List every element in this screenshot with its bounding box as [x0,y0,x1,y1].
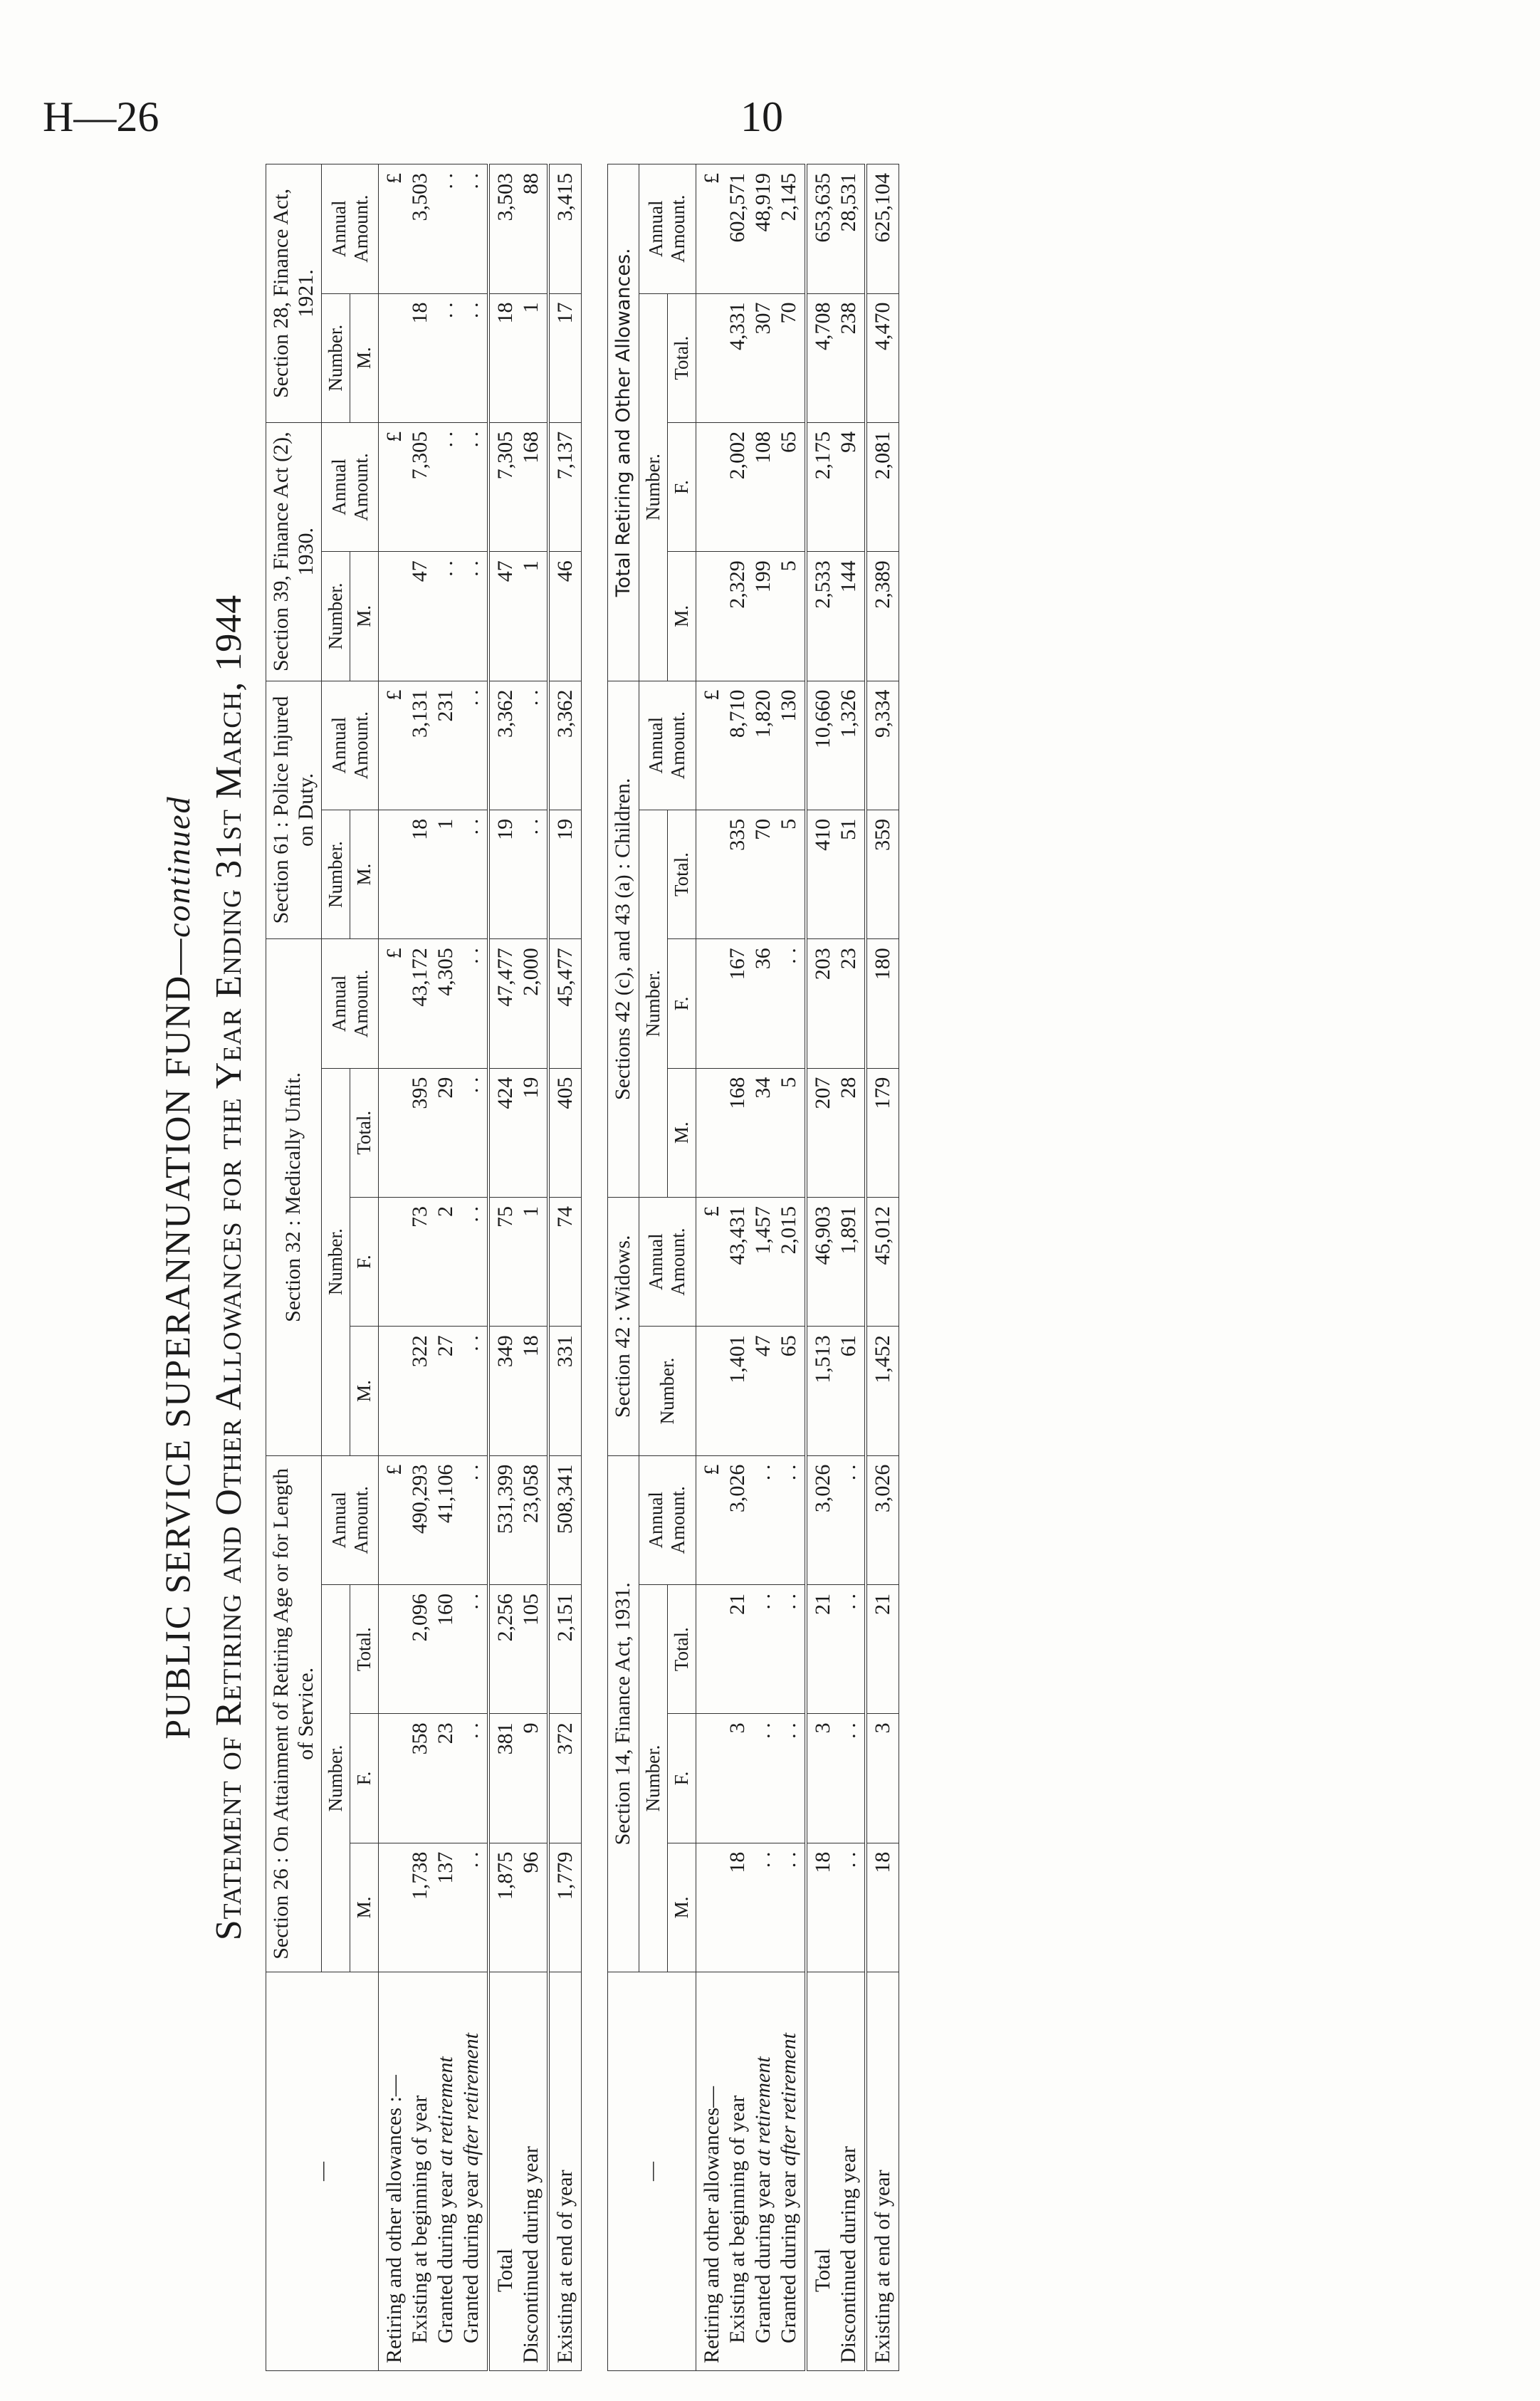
cell: 9,334 [866,681,899,810]
cell: 19 [548,810,582,938]
s42c-amount-header: Annual Amount. [639,681,696,810]
cell: 2,389 [866,552,899,681]
table-row [379,164,489,2371]
total-total-header: Total. [667,293,696,422]
cell: 47,477 2,000 [488,939,548,1068]
cell: 2,151 [548,1584,582,1713]
s32-f-header: F. [350,1197,379,1326]
cell: 3,362 . . [488,681,548,810]
cell: 47 1 [488,552,548,681]
s28-m-header: M. [350,293,379,422]
cell: 4,708 238 [806,293,866,422]
cell: 18 1 . . [379,810,489,938]
cell: 349 18 [488,1327,548,1455]
cell: 46,903 1,891 [806,1197,866,1326]
s42c-number-header: Number. [639,810,667,1197]
s32-number-header: Number. [322,1068,350,1455]
cell: 381 9 [488,1714,548,1843]
row-label-total: Total Discontinued during year [488,1972,548,2371]
cell: 625,104 [866,164,899,294]
cell: 18 [866,1843,899,1972]
s42-header: Section 42 : Widows. [608,1197,639,1455]
cell: 531,399 23,058 [488,1455,548,1584]
s32-m-header: M. [350,1327,379,1455]
cell: 179 [866,1068,899,1197]
cell: 18 . . [806,1843,866,1972]
cell: 167 36 . . [696,939,806,1068]
cell: 180 [866,939,899,1068]
cell: 207 28 [806,1068,866,1197]
cell: 73 2 . . [379,1197,489,1326]
s14-number-header: Number. [639,1584,667,1972]
cell: 1,738 137 . . [379,1843,489,1972]
s39-amount-header: Annual Amount. [322,422,379,551]
cell: 358 23 . . [379,1714,489,1843]
s14-amount-header: Annual Amount. [639,1455,696,1584]
s39-header: Section 39, Finance Act (2), 1930. [266,422,322,681]
row-label-header-2: — [608,1972,696,2371]
cell: 424 19 [488,1068,548,1197]
row-label-existing-end: Existing at end of year [548,1972,582,2371]
total-number-header: Number. [639,293,667,681]
cell: 2,175 94 [806,422,866,551]
table-row [488,164,548,2371]
s26-amount-header: Annual Amount. [322,1455,379,1584]
cell: 19 . . [488,810,548,938]
cell: 335 70 5 [696,810,806,938]
cell: 2,081 [866,422,899,551]
s39-number-header: Number. [322,552,350,681]
cell: 10,660 1,326 [806,681,866,810]
cell: 2,256 105 [488,1584,548,1713]
page-code: H—26 [43,93,159,140]
cell: 3 [866,1714,899,1843]
s42c-f-header: F. [667,939,696,1068]
s14-total-header: Total. [667,1584,696,1713]
s61-header: Section 61 : Police Injured on Duty. [266,681,322,939]
total-allowances-header: Total Retiring and Other Allowances. [608,164,639,681]
cell: 4,470 [866,293,899,422]
allowances-table-2 [607,164,899,2371]
cell: 18 . . . . [696,1843,806,1972]
cell: 3,362 [548,681,582,810]
cell: 18 1 [488,293,548,422]
cell: 2,096 160 . . [379,1584,489,1713]
rotated-content [157,164,1481,2371]
cell: £ 3,503 . . . . [379,164,489,294]
row-label-opening-2: Retiring and other allowances— Existing at beginning of year Granted during year at retirement Granted during year after retirement [696,1972,806,2371]
s61-amount-header: Annual Amount. [322,681,379,810]
cell: 203 23 [806,939,866,1068]
cell: £ 3,131 231 . . [379,681,489,810]
cell: 46 [548,552,582,681]
cell: 322 27 . . [379,1327,489,1455]
s14-f-header: F. [667,1714,696,1843]
row-label-existing-end-2: Existing at end of year [866,1972,899,2371]
cell: 168 34 5 [696,1068,806,1197]
cell: £ 7,305 . . . . [379,422,489,551]
cell: 3,415 [548,164,582,294]
s26-f-header: F. [350,1714,379,1843]
cell: 17 [548,293,582,422]
s32-total-header: Total. [350,1068,379,1197]
s32-header: Section 32 : Medically Unfit. [266,939,322,1455]
s14-header: Section 14, Finance Act, 1931. [608,1455,639,1972]
cell: 74 [548,1197,582,1326]
cell: 21 [866,1584,899,1713]
s28-amount-header: Annual Amount. [322,164,379,294]
cell: 372 [548,1714,582,1843]
cell: 75 1 [488,1197,548,1326]
cell: 405 [548,1068,582,1197]
s26-m-header: M. [350,1843,379,1972]
table-row [548,164,582,2371]
s28-header: Section 28, Finance Act, 1921. [266,164,322,423]
s14-m-header: M. [667,1843,696,1972]
cell: 1,452 [866,1327,899,1455]
table-row [866,164,899,2371]
cell: 18 . . . . [379,293,489,422]
row-label-total-2: Total Discontinued during year [806,1972,866,2371]
cell: 7,137 [548,422,582,551]
s32-amount-header: Annual Amount. [322,939,379,1068]
total-m-header: M. [667,552,696,681]
s61-m-header: M. [350,810,379,938]
cell: 1,513 61 [806,1327,866,1455]
s42-number-header: Number. [639,1327,696,1455]
s42c-total-header: Total. [667,810,696,938]
cell: 45,012 [866,1197,899,1326]
cell: 2,533 144 [806,552,866,681]
cell: 1,875 96 [488,1843,548,1972]
cell: £ 43,172 4,305 . . [379,939,489,1068]
cell: 47 . . . . [379,552,489,681]
fund-title: PUBLIC SERVICE SUPERANNUATION FUND—continued [157,795,197,1740]
s26-total-header: Total. [350,1584,379,1713]
cell: 395 29 . . [379,1068,489,1197]
s42c-header: Sections 42 (c), and 43 (a) : Children. [608,681,639,1197]
table-row [696,164,806,2371]
page-number: 10 [740,93,783,140]
cell: £ 490,293 41,106 . . [379,1455,489,1584]
total-amount-header: Annual Amount. [639,164,696,294]
cell: 508,341 [548,1455,582,1584]
s61-number-header: Number. [322,810,350,938]
cell: 2,329 199 5 [696,552,806,681]
statement-title: Statement of Retiring and Other Allowances for the Year Ending 31st March, 1944 [209,594,249,1941]
cell: 653,635 28,531 [806,164,866,294]
cell: 21 . . [806,1584,866,1713]
cell: 2,002 108 65 [696,422,806,551]
cell: £ 602,571 48,919 2,145 [696,164,806,294]
cell: 7,305 168 [488,422,548,551]
s42c-m-header: M. [667,1068,696,1197]
table-row [806,164,866,2371]
s28-number-header: Number. [322,293,350,422]
cell: 331 [548,1327,582,1455]
cell: £ 8,710 1,820 130 [696,681,806,810]
cell: 4,331 307 70 [696,293,806,422]
s26-header: Section 26 : On Attainment of Retiring Age or for Length of Service. [266,1455,322,1972]
cell: 1,401 47 65 [696,1327,806,1455]
s42-amount-header: Annual Amount. [639,1197,696,1326]
cell: 3,503 88 [488,164,548,294]
cell: 3,026 [866,1455,899,1584]
cell: £ 43,431 1,457 2,015 [696,1197,806,1326]
cell: 3,026 . . [806,1455,866,1584]
cell: 359 [866,810,899,938]
cell: 45,477 [548,939,582,1068]
cell: 1,779 [548,1843,582,1972]
s26-number-header: Number. [322,1584,350,1972]
row-label-opening: Retiring and other allowances :— Existing at beginning of year Granted during year at retirement Granted during year after retirement [379,1972,489,2371]
s39-m-header: M. [350,552,379,681]
allowances-table-1 [266,164,582,2371]
cell: 21 . . . . [696,1584,806,1713]
cell: 3 . . . . [696,1714,806,1843]
cell: 3 . . [806,1714,866,1843]
row-label-header: — [266,1972,379,2371]
cell: 410 51 [806,810,866,938]
total-f-header: F. [667,422,696,551]
cell: £ 3,026 . . . . [696,1455,806,1584]
